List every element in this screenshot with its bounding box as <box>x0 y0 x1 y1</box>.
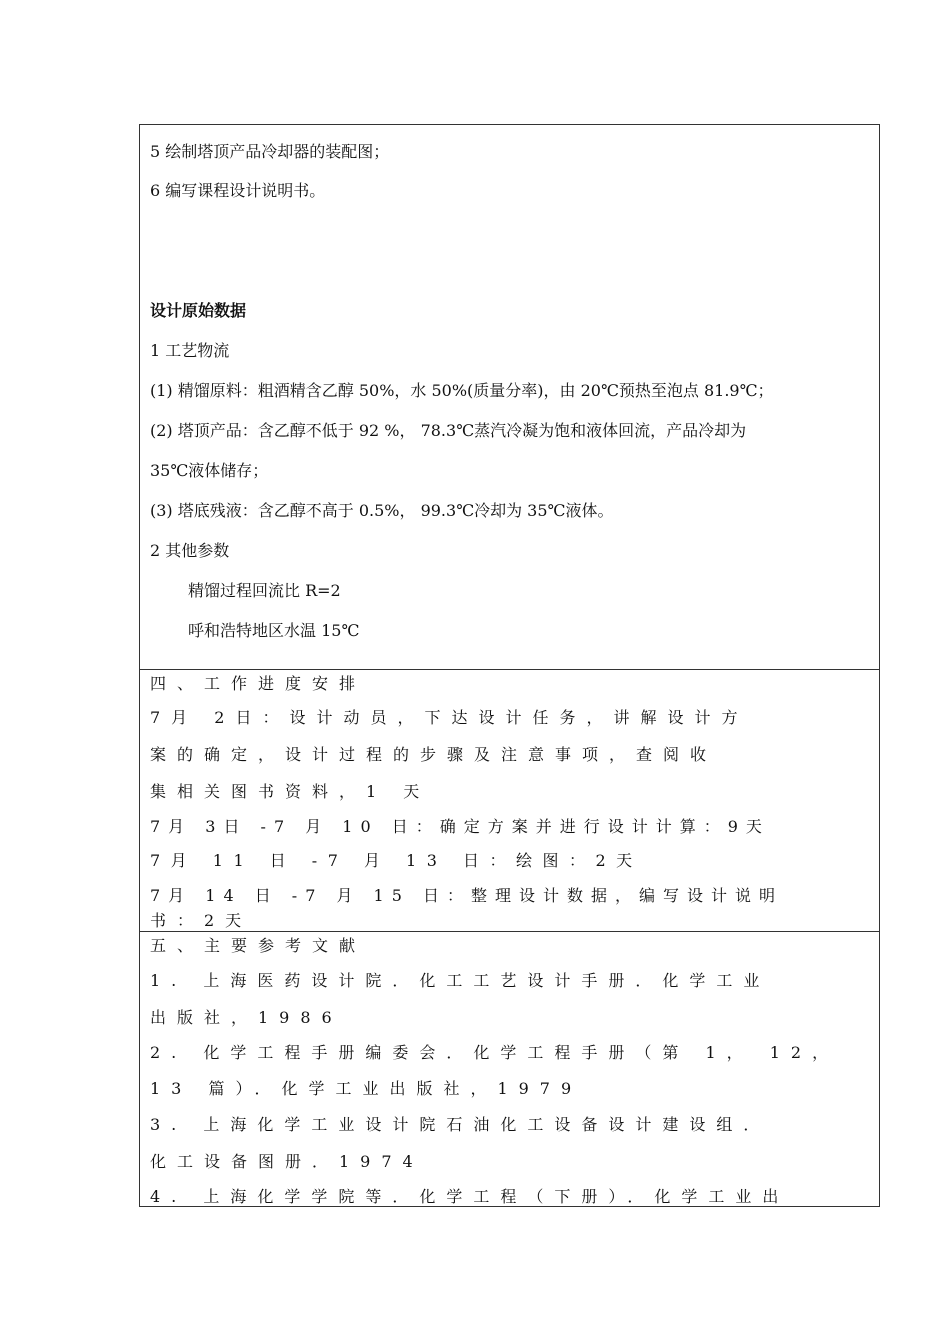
feed-description: (1) 精馏原料：粗酒精含乙醇 50%，水 50%(质量分率)，由 20℃预热至泡点 81.9℃； <box>150 381 774 400</box>
process-stream-title: 1 工艺物流 <box>150 341 230 360</box>
task-item-5: 5 绘制塔顶产品冷却器的装配图； <box>150 142 390 161</box>
other-params-title: 2 其他参数 <box>150 541 230 560</box>
top-product-description-cont: 35℃液体储存； <box>150 461 269 480</box>
references-heading: 五、主要参考文献 <box>150 936 367 955</box>
schedule-line-3: 集相关图书资料，1 天 <box>150 782 431 801</box>
schedule-line-2: 案的确定，设计过程的步骤及注意事项，查阅收 <box>150 745 718 764</box>
reference-1-cont: 出版社，1986 <box>150 1008 343 1027</box>
schedule-line-7: 书：2天 <box>150 911 253 930</box>
schedule-line-6: 7月 14 日 -7 月 15 日：整理设计数据，编写设计说明 <box>150 886 784 905</box>
reference-3: 3. 上海化学工业设计院石油化工设备设计建设组． <box>150 1115 771 1134</box>
schedule-line-4: 7月 3日 -7 月 10 日：确定方案并进行设计计算：9天 <box>150 817 770 836</box>
schedule-line-5: 7月 11 日 -7 月 13 日：绘图：2天 <box>150 851 643 870</box>
schedule-line-1: 7月 2日：设计动员，下达设计任务，讲解设计方 <box>150 708 749 727</box>
document-table <box>139 124 880 1207</box>
reference-1: 1. 上海医药设计院．化工工艺设计手册．化学工业 <box>150 971 771 990</box>
reference-4: 4. 上海化学学院等．化学工程（下册）．化学工业出 <box>150 1187 790 1206</box>
reference-2: 2. 化学工程手册编委会．化学工程手册（第 1， 12， <box>150 1043 840 1062</box>
design-data-heading: 设计原始数据 <box>150 301 247 320</box>
row-divider <box>140 931 879 932</box>
bottom-residue-description: (3) 塔底残液：含乙醇不高于 0.5%， 99.3℃冷却为 35℃液体。 <box>150 501 614 520</box>
top-product-description: (2) 塔顶产品：含乙醇不低于 92 %， 78.3℃蒸汽冷凝为饱和液体回流，产品冷却为 <box>150 421 747 440</box>
schedule-heading: 四、工作进度安排 <box>150 674 367 693</box>
task-item-6: 6 编写课程设计说明书。 <box>150 181 326 200</box>
row-divider <box>140 669 879 670</box>
reference-3-cont: 化工设备图册．1974 <box>150 1152 424 1171</box>
reflux-ratio-param: 精馏过程回流比 R=2 <box>188 581 341 600</box>
reference-2-cont: 13 篇）．化学工业出版社，1979 <box>150 1079 583 1098</box>
water-temp-param: 呼和浩特地区水温 15℃ <box>188 621 360 640</box>
